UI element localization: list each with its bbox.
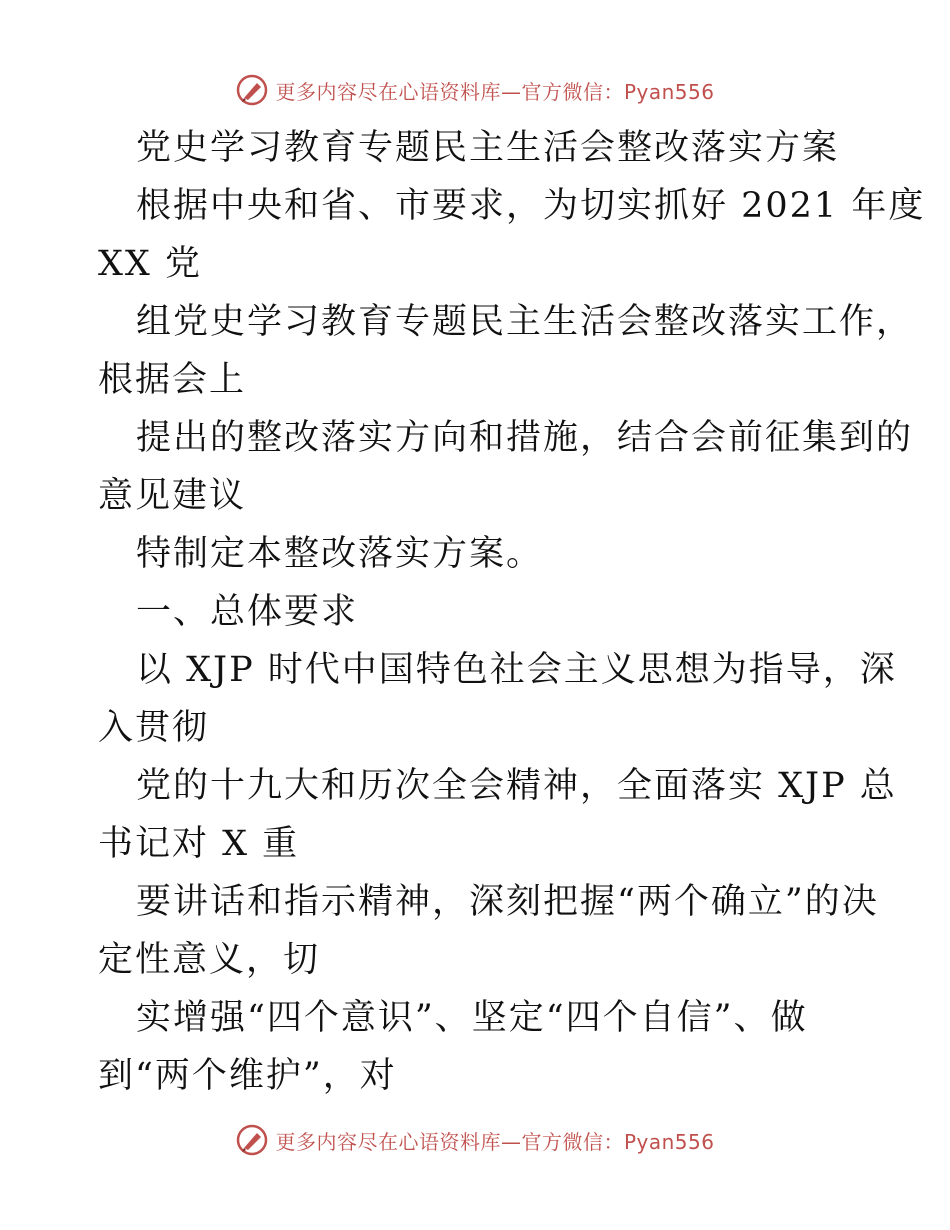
paragraph-line: 提出的整改落实方向和措施，结合会前征集到的 bbox=[136, 418, 914, 458]
paragraph-line: 定性意义，切 bbox=[98, 940, 321, 980]
paragraph-line: 入贯彻 bbox=[98, 708, 210, 748]
paragraph-line: 特制定本整改落实方案。 bbox=[136, 534, 544, 574]
paragraph-line: 书记对 X 重 bbox=[98, 824, 300, 864]
paragraph-line: 根据中央和省、市要求，为切实抓好 2021 年度 bbox=[136, 186, 926, 226]
paragraph-line: 意见建议 bbox=[98, 476, 247, 516]
paragraph-line: 党的十九大和历次全会精神，全面落实 XJP 总 bbox=[136, 766, 897, 806]
paragraph-line: 实增强“四个意识”、坚定“四个自信”、做 bbox=[136, 998, 808, 1038]
paragraph-line: 根据会上 bbox=[98, 360, 247, 400]
header-banner bbox=[0, 68, 950, 112]
footer-banner-text: 更多内容尽在心语资料库—官方微信：Pyan556 bbox=[275, 1129, 715, 1154]
footer-banner bbox=[0, 1118, 950, 1162]
pen-logo-icon bbox=[235, 1123, 269, 1157]
paragraph-line: 以 XJP 时代中国特色社会主义思想为指导，深 bbox=[136, 650, 897, 690]
section-heading: 一、总体要求 bbox=[136, 592, 359, 632]
header-banner-text: 更多内容尽在心语资料库—官方微信：Pyan556 bbox=[275, 79, 715, 104]
paragraph-line: XX 党 bbox=[98, 244, 202, 284]
document-title: 党史学习教育专题民主生活会整改落实方案 bbox=[136, 128, 840, 168]
paragraph-line: 到“两个维护”，对 bbox=[98, 1056, 397, 1096]
paragraph-line: 组党史学习教育专题民主生活会整改落实工作， bbox=[136, 302, 914, 342]
paragraph-line: 要讲话和指示精神，深刻把握“两个确立”的决 bbox=[136, 882, 879, 922]
pen-logo-icon bbox=[235, 73, 269, 107]
